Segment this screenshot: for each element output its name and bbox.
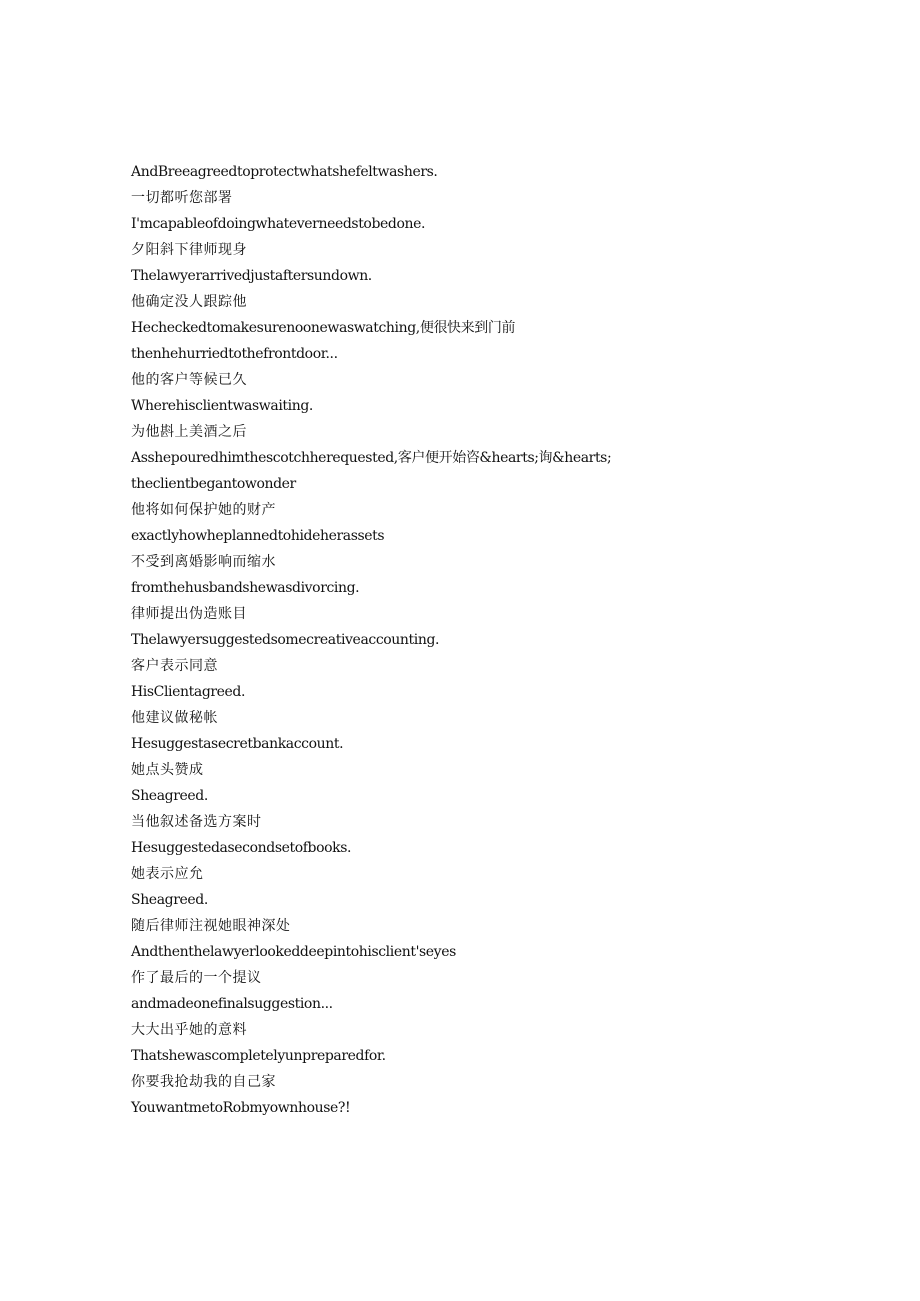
text-line: 他的客户等候已久 (131, 372, 247, 388)
text-line: Wherehisclientwaswaiting. (131, 398, 313, 414)
text-line: 不受到离婚影响而缩水 (131, 554, 276, 570)
text-line: 她点头赞成 (131, 762, 204, 778)
text-line: Thelawyerarrivedjustaftersundown. (131, 268, 372, 284)
text-line: andmadeonefinalsuggestion... (131, 996, 333, 1012)
text-line: 大大出乎她的意料 (131, 1022, 247, 1038)
text-line: YouwantmetoRobmyownhouse?! (131, 1100, 351, 1116)
text-line: 客户表示同意 (131, 658, 218, 674)
text-line: exactlyhowheplannedtohideherassets (131, 528, 385, 544)
text-line: thenhehurriedtothefrontdoor... (131, 346, 338, 362)
text-line: 他建议做秘帐 (131, 710, 218, 726)
text-line: 当他叙述备选方案时 (131, 814, 262, 830)
text-line: I'mcapableofdoingwhateverneedstobedone. (131, 216, 426, 232)
text-line: 随后律师注视她眼神深处 (131, 918, 291, 934)
document-body (131, 159, 851, 1121)
text-line: 夕阳斜下律师现身 (131, 242, 247, 258)
text-line: 作了最后的一个提议 (131, 970, 262, 986)
text-line: 你要我抢劫我的自己家 (131, 1074, 276, 1090)
text-line: Thatshewascompletelyunpreparedfor. (131, 1048, 386, 1064)
text-line: fromthehusbandshewasdivorcing. (131, 580, 360, 596)
text-line: Asshepouredhimthescotchherequested,客户便开始咨&hearts;询&hearts; (131, 450, 612, 466)
text-line: 他将如何保护她的财产 (131, 502, 276, 518)
text-line: 律师提出伪造账目 (131, 606, 247, 622)
text-line: Thelawyersuggestedsomecreativeaccounting. (131, 632, 440, 648)
text-line: 一切都听您部署 (131, 190, 233, 206)
text-line: Hecheckedtomakesurenoonewaswatching,便很快来到门前 (131, 320, 516, 336)
text-line: AndBreeagreedtoprotectwhatshefeltwashers. (131, 164, 438, 180)
text-line: HisClientagreed. (131, 684, 246, 700)
text-line: theclientbegantowonder (131, 476, 296, 492)
text-line: 她表示应允 (131, 866, 204, 882)
text-line: Sheagreed. (131, 892, 208, 908)
text-line: Hesuggestasecretbankaccount. (131, 736, 344, 752)
text-line: 他确定没人跟踪他 (131, 294, 247, 310)
text-line: Andthenthelawyerlookeddeepintohisclient'seyes (131, 944, 456, 960)
text-line: Sheagreed. (131, 788, 208, 804)
text-line: 为他斟上美酒之后 (131, 424, 247, 440)
text-line: Hesuggestedasecondsetofbooks. (131, 840, 352, 856)
